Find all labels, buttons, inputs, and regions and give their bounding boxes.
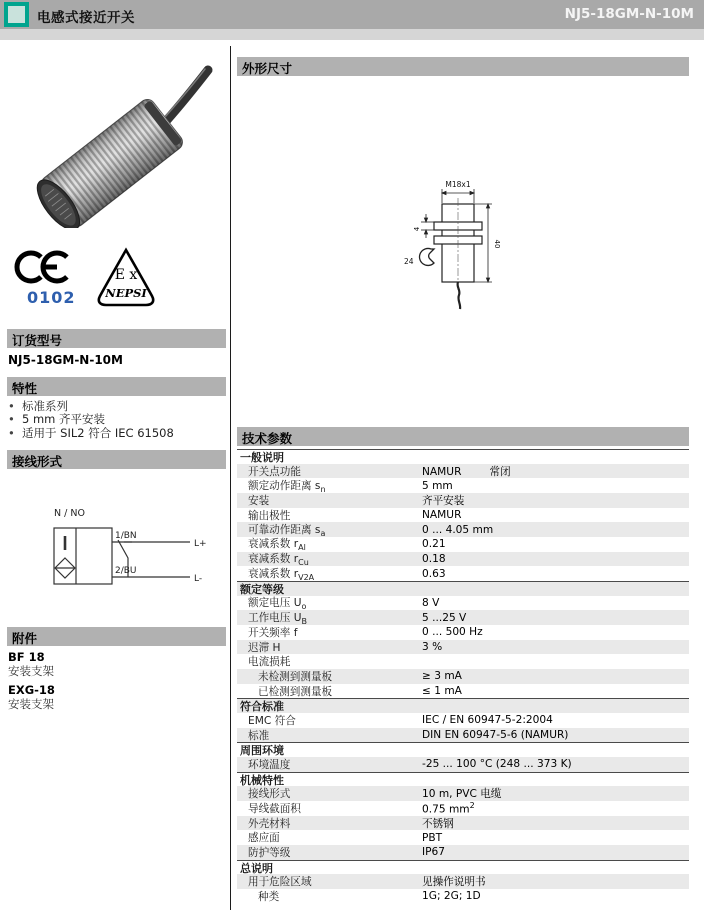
- spec-label: 迟滞 H: [248, 641, 281, 654]
- table-row: [237, 654, 689, 669]
- spec-value: 0.18: [422, 553, 446, 566]
- spec-label: 衰减系数 $r_{Al}$: [248, 538, 306, 553]
- table-section-row: [237, 449, 689, 464]
- page-title: 电感式接近开关: [37, 10, 135, 26]
- table-row: [237, 757, 689, 772]
- section-dimensions-title: 外形尺寸: [237, 57, 689, 76]
- table-section-row: [237, 581, 689, 596]
- table-row: [237, 478, 689, 493]
- table-section-label: 周围环境: [240, 744, 284, 758]
- section-connection-title: 接线形式: [7, 450, 226, 469]
- bullet-icon: •: [8, 399, 15, 413]
- wrench-icon: [420, 248, 434, 265]
- bullet-icon: •: [8, 425, 15, 440]
- spec-label: 可靠动作距离 $s_a$: [248, 523, 326, 538]
- table-section-label: 总说明: [240, 861, 273, 875]
- product-model: NJ5-18GM-N-10M: [564, 6, 694, 22]
- nepsi-mark: [92, 246, 160, 308]
- spec-label: 衰减系数 $r_{V2A}$: [248, 567, 315, 582]
- table-row: [237, 874, 689, 889]
- table-row: [237, 684, 689, 699]
- spec-label: EMC 符合: [248, 714, 296, 727]
- terminal-plus-label: L+: [194, 539, 207, 549]
- spec-value: 齐平安装: [422, 494, 465, 507]
- bullet-icon: •: [8, 412, 15, 427]
- column-divider: [230, 46, 231, 910]
- sensor-barrel: [30, 96, 186, 228]
- spec-value: 0 ... 4.05 mm: [422, 523, 494, 536]
- spec-value: ≤ 1 mA: [422, 685, 462, 698]
- spec-value: 见操作说明书: [422, 876, 486, 889]
- spec-label: 额定电压 $U_o$: [248, 597, 307, 612]
- spec-value: 10 m, PVC 电缆: [422, 788, 502, 801]
- sensor-cable: [167, 70, 208, 120]
- spec-label: 标准: [248, 729, 270, 742]
- spec-value: NAMUR 常闭: [422, 465, 511, 478]
- spec-value: ≥ 3 mA: [422, 670, 462, 683]
- spec-label: 外壳材料: [248, 817, 291, 830]
- ce-number: 0102: [27, 288, 76, 307]
- table-row: [237, 625, 689, 640]
- feature-text: 5 mm 齐平安装: [22, 412, 106, 427]
- feature-item: [8, 413, 223, 426]
- spec-label: 种类: [258, 891, 280, 903]
- table-row: [237, 552, 689, 567]
- dim-length-label: 40: [493, 239, 501, 249]
- section-accessories-title: 附件: [7, 627, 226, 646]
- dim-thread-label: M18x1: [445, 180, 471, 189]
- nepsi-label: NEPSI: [105, 286, 147, 300]
- dim-wrench-label: 24: [404, 257, 414, 266]
- feature-text: 标准系列: [22, 399, 68, 413]
- accessory-desc: 安装支架: [8, 697, 54, 711]
- spec-label: 导线截面积: [248, 802, 301, 815]
- spec-label: 未检测到测量板: [258, 670, 333, 683]
- spec-value: 5 ...25 V: [422, 611, 467, 624]
- wiring-type-label: N / NO: [54, 508, 85, 519]
- accessory-name: BF 18: [8, 650, 45, 664]
- spec-value: 5 mm: [422, 479, 453, 492]
- spec-label: 工作电压 $U_B$: [248, 611, 307, 626]
- product-photo: [12, 58, 217, 228]
- table-row: [237, 464, 689, 479]
- spec-label: 开关点功能: [248, 465, 301, 478]
- table-row: [237, 889, 689, 904]
- table-row: [237, 713, 689, 728]
- table-row: [237, 610, 689, 625]
- table-row: [237, 522, 689, 537]
- spec-value: 0 ... 500 Hz: [422, 626, 483, 639]
- table-row: [237, 830, 689, 845]
- accessory-name: EXG-18: [8, 683, 55, 697]
- table-section-row: [237, 742, 689, 757]
- table-row: [237, 786, 689, 801]
- spec-label: 已检测到测量板: [258, 685, 333, 698]
- section-tech-title: 技术参数: [237, 427, 689, 446]
- spec-label: 安装: [248, 494, 270, 507]
- spec-label: 用于危险区域: [248, 876, 312, 889]
- feature-item: [8, 427, 223, 440]
- spec-value: 1G; 2G; 1D: [422, 890, 481, 903]
- brand-logo-icon: [4, 2, 29, 27]
- spec-value: DIN EN 60947-5-6 (NAMUR): [422, 729, 569, 742]
- wiring-diagram: [8, 490, 220, 608]
- table-section-label: 符合标准: [240, 700, 284, 714]
- dimension-drawing: [398, 178, 513, 316]
- table-row: [237, 801, 689, 816]
- ce-icon: [17, 253, 67, 281]
- section-features-title: 特性: [7, 377, 226, 396]
- table-section-row: [237, 772, 689, 787]
- accessories-list: [8, 650, 223, 716]
- tech-table-rows: [237, 449, 689, 904]
- table-row: [237, 493, 689, 508]
- feature-text: 适用于 SIL2 符合 IEC 61508: [22, 425, 174, 440]
- spec-value: 0.63: [422, 567, 446, 580]
- spec-label: 防护等级: [248, 846, 291, 859]
- header-bar: [0, 0, 704, 29]
- terminal-minus-label: L-: [194, 574, 203, 584]
- header-substrip: [0, 29, 704, 40]
- table-section-row: [237, 860, 689, 875]
- wire-top-label: 1/BN: [115, 531, 137, 541]
- spec-label: 接线形式: [248, 788, 291, 801]
- spec-value: 不锈钢: [422, 817, 454, 830]
- spec-value: 0.75 $mm^2$: [422, 801, 475, 816]
- table-row: [237, 537, 689, 552]
- spec-label: 衰减系数 $r_{Cu}$: [248, 552, 309, 568]
- ce-mark: [14, 250, 80, 308]
- table-section-label: 一般说明: [240, 450, 284, 464]
- spec-value: IP67: [422, 846, 445, 859]
- table-row: [237, 669, 689, 684]
- spec-value: PBT: [422, 831, 443, 844]
- table-section-row: [237, 698, 689, 713]
- spec-value: 0.21: [422, 538, 446, 551]
- table-row: [237, 845, 689, 860]
- feature-item: [8, 400, 223, 413]
- accessory-desc: 安装支架: [8, 664, 54, 678]
- spec-value: NAMUR: [422, 509, 462, 522]
- ex-label: E x: [114, 267, 138, 283]
- spec-value: IEC / EN 60947-5-2:2004: [422, 714, 553, 727]
- spec-value: 8 V: [422, 597, 440, 610]
- spec-label: 环境温度: [248, 758, 291, 771]
- table-row: [237, 728, 689, 743]
- table-row: [237, 816, 689, 831]
- spec-label: 感应面: [248, 832, 280, 845]
- table-row: [237, 596, 689, 611]
- table-section-label: 额定等级: [240, 582, 284, 596]
- order-number: NJ5-18GM-N-10M: [8, 353, 123, 367]
- table-section-label: 机械特性: [240, 773, 284, 787]
- spec-label: 开关频率 f: [248, 626, 298, 639]
- spec-label: 额定动作距离 $s_n$: [248, 479, 326, 494]
- table-row: [237, 508, 689, 523]
- drawing-cable: [458, 282, 461, 309]
- section-order-title: 订货型号: [7, 329, 226, 348]
- tech-table: [237, 449, 689, 904]
- dim-nut-label: 4: [413, 226, 421, 232]
- table-row: [237, 640, 689, 655]
- spec-label: 输出极性: [248, 509, 291, 522]
- spec-label: 电流损耗: [248, 656, 291, 669]
- features-list: [8, 400, 223, 440]
- spec-value: 3 %: [422, 641, 443, 654]
- spec-value: -25 ... 100 °C (248 ... 373 K): [422, 758, 572, 771]
- wire-bottom-label: 2/BU: [115, 566, 137, 576]
- table-row: [237, 566, 689, 581]
